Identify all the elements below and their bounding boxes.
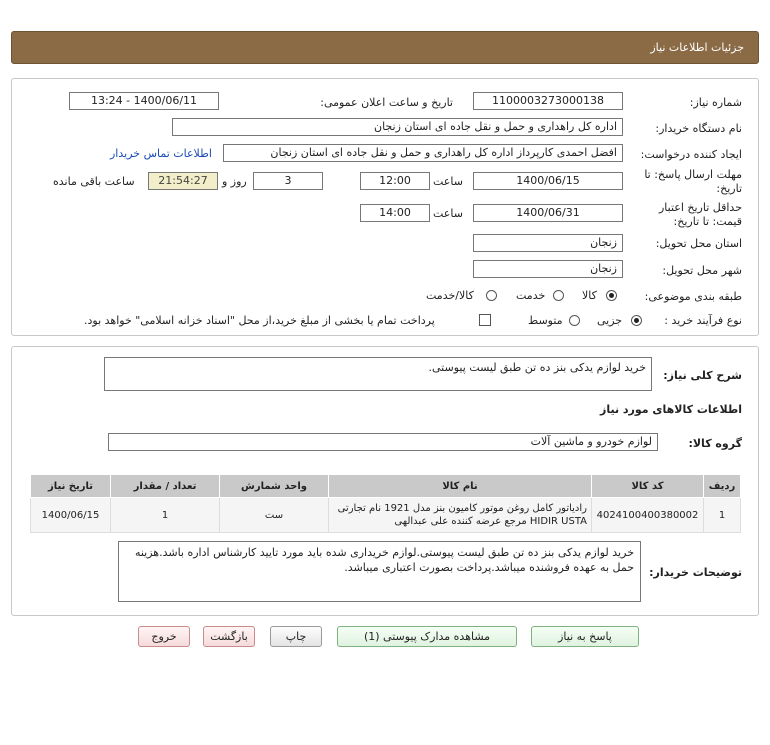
treasury-payment-note: پرداخت تمام یا بخشی از مبلغ خرید،از محل "اسناد خزانه اسلامی" خواهد بود. — [84, 314, 435, 327]
process-option-medium: متوسط — [528, 314, 563, 327]
page-header — [11, 31, 759, 64]
process-radio-medium[interactable] — [569, 315, 580, 326]
table-row — [31, 498, 741, 533]
need-number-label: شماره نیاز: — [689, 96, 742, 109]
announce-label: تاریخ و ساعت اعلان عمومی: — [320, 96, 453, 109]
col-header-unit: واحد شمارش — [220, 475, 329, 498]
validity-date-field: 1400/06/31 — [473, 204, 623, 222]
city-label: شهر محل تحویل: — [662, 264, 742, 277]
col-header-code: کد کالا — [592, 475, 704, 498]
days-remaining-field: 3 — [253, 172, 323, 190]
province-label: استان محل تحویل: — [655, 237, 742, 250]
back-button[interactable]: بازگشت — [203, 626, 255, 647]
treasury-payment-checkbox[interactable] — [479, 314, 491, 326]
deadline-time-label: ساعت — [433, 175, 463, 188]
remaining-time-label: ساعت باقی مانده — [53, 175, 135, 188]
cell-unit: ست — [220, 498, 329, 533]
buyer-notes-label: توضیحات خریدار: — [649, 566, 742, 579]
deadline-label-line2: تاریخ: — [716, 182, 742, 195]
print-button[interactable]: چاپ — [270, 626, 322, 647]
cell-quantity: 1 — [111, 498, 220, 533]
col-header-row: ردیف — [704, 475, 741, 498]
process-radio-minor[interactable] — [631, 315, 642, 326]
validity-label-line2: قیمت: تا تاریخ: — [673, 215, 742, 228]
reply-button[interactable]: پاسخ به نیاز — [531, 626, 639, 647]
category-radio-goods[interactable] — [606, 290, 617, 301]
cell-goods-code: 4024100400380002 — [592, 498, 704, 533]
category-option-goods: کالا — [582, 289, 597, 302]
creator-label: ایجاد کننده درخواست: — [640, 148, 742, 161]
view-attachments-button[interactable]: مشاهده مدارک پیوستی (1) — [337, 626, 517, 647]
cell-row-number: 1 — [704, 498, 741, 533]
goods-group-field: لوازم خودرو و ماشین آلات — [108, 433, 658, 451]
province-field: زنجان — [473, 234, 623, 252]
category-option-service: خدمت — [516, 289, 546, 302]
announce-field: 1400/06/11 - 13:24 — [69, 92, 219, 110]
goods-group-label: گروه کالا: — [688, 437, 742, 450]
deadline-time-field: 12:00 — [360, 172, 430, 190]
category-option-goods-service: کالا/خدمت — [426, 289, 474, 302]
buyer-notes-field: خرید لوازم یدکی بنز ده تن طبق لیست پیوستی.لوازم خریداری شده باید مورد تایید کارشناس اداره باشد.هزینه حمل به عهده فروشنده میباشد.پرداخت بصورت اعتباری میباشد. — [118, 541, 641, 602]
validity-label-line1: حداقل تاریخ اعتبار — [658, 201, 742, 214]
exit-button[interactable]: خروج — [138, 626, 190, 647]
need-number-field: 1100003273000138 — [473, 92, 623, 110]
deadline-date-field: 1400/06/15 — [473, 172, 623, 190]
buyer-org-label: نام دستگاه خریدار: — [655, 122, 742, 135]
goods-table — [30, 474, 741, 533]
process-option-minor: جزیی — [597, 314, 623, 327]
deadline-label-line1: مهلت ارسال پاسخ: تا — [644, 168, 742, 181]
creator-field: افضل احمدی کارپرداز اداره کل راهداری و حمل و نقل جاده ای استان زنجان — [223, 144, 623, 162]
category-label: طبقه بندی موضوعی: — [644, 290, 742, 303]
page-title: جزئیات اطلاعات نیاز — [650, 41, 744, 54]
goods-info-title: اطلاعات کالاهای مورد نیاز — [600, 403, 742, 416]
city-field: زنجان — [473, 260, 623, 278]
days-label: روز و — [222, 175, 247, 188]
contact-info-link[interactable]: اطلاعات تماس خریدار — [110, 147, 212, 160]
remaining-time-field: 21:54:27 — [148, 172, 218, 190]
buyer-org-field: اداره کل راهداری و حمل و نقل جاده ای استان زنجان — [172, 118, 623, 136]
validity-time-label: ساعت — [433, 207, 463, 220]
validity-time-field: 14:00 — [360, 204, 430, 222]
cell-goods-name: رادیاتور کامل روغن موتور کامیون بنز مدل 1921 نام تجارتی HIDIR USTA مرجع عرضه کننده علی عبدالهی — [329, 498, 592, 533]
summary-label: شرح کلی نیاز: — [663, 369, 742, 382]
category-radio-goods-service[interactable] — [486, 290, 497, 301]
col-header-name: نام کالا — [329, 475, 592, 498]
col-header-need-date: تاریخ نیاز — [31, 475, 111, 498]
summary-field: خرید لوازم یدکی بنز ده تن طبق لیست پیوستی. — [104, 357, 652, 391]
process-label: نوع فرآیند خرید : — [664, 314, 742, 327]
col-header-quantity: تعداد / مقدار — [111, 475, 220, 498]
cell-need-date: 1400/06/15 — [31, 498, 111, 533]
category-radio-service[interactable] — [553, 290, 564, 301]
